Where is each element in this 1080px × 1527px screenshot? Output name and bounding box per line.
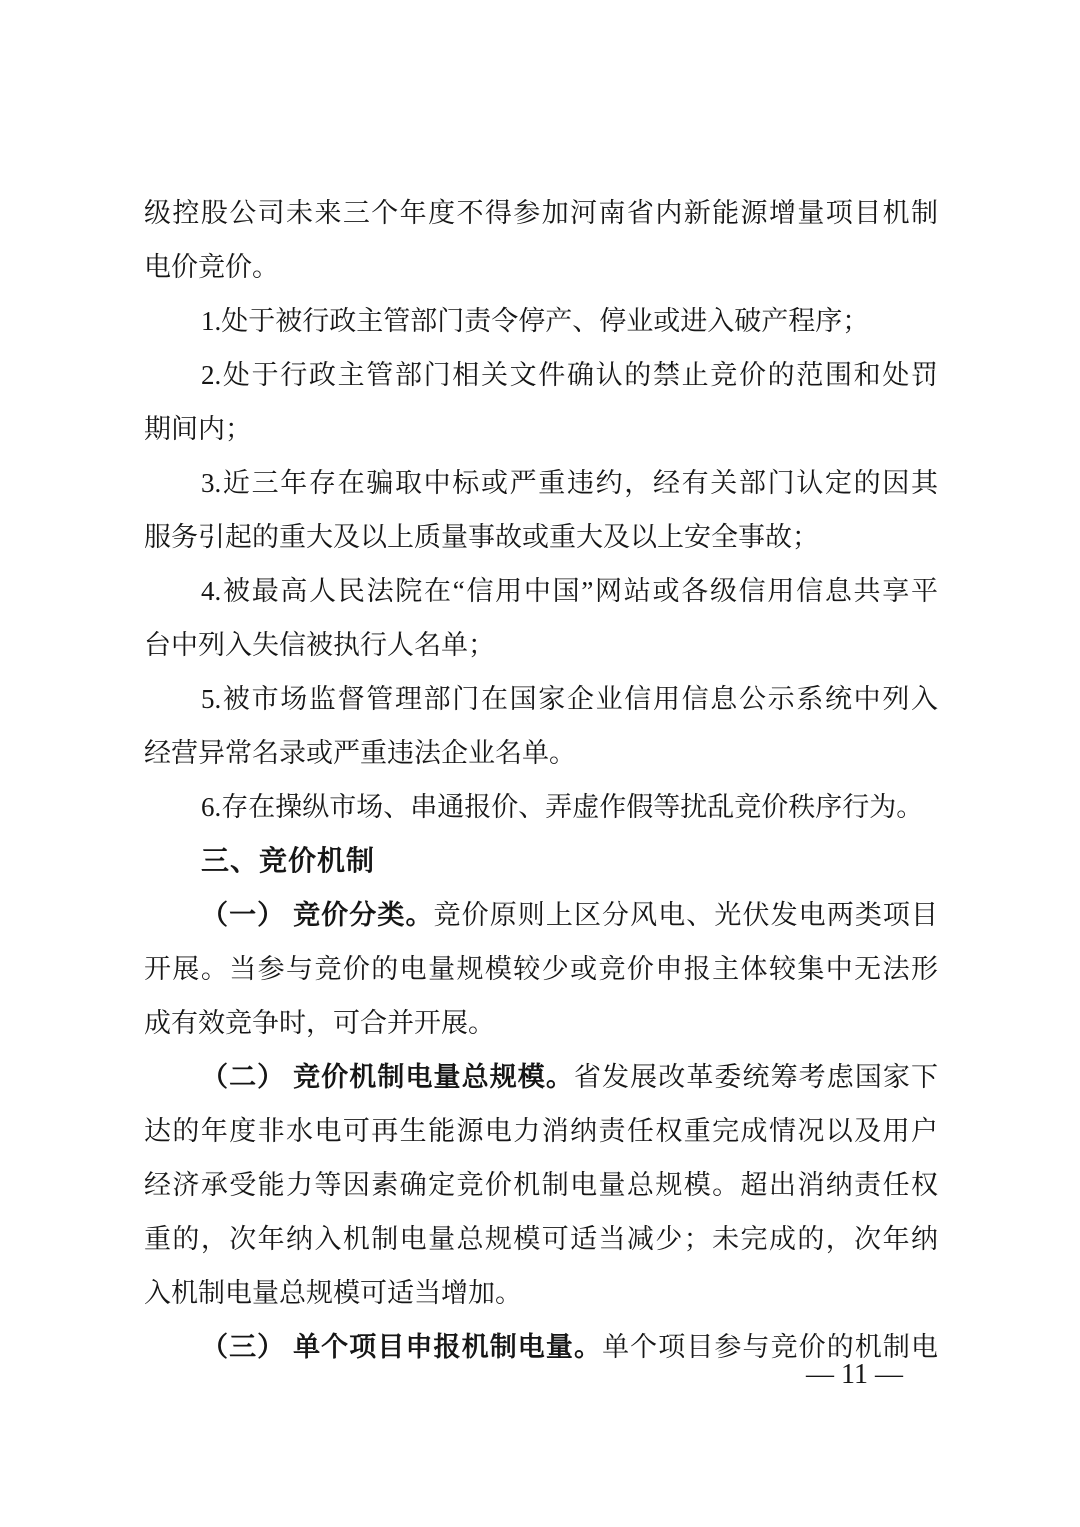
text-run: 期间内； bbox=[144, 414, 252, 444]
text-line bbox=[144, 1158, 938, 1212]
text-line bbox=[144, 348, 938, 402]
text-run: 台中列入失信被执行人名单； bbox=[144, 630, 495, 660]
bold-text-run: （一） 竞价分类。 bbox=[201, 900, 434, 930]
text-line bbox=[144, 1212, 938, 1266]
text-run: 开展。当参与竞价的电量规模较少或竞价申报主体较集中无法形 bbox=[144, 954, 938, 984]
text-line bbox=[144, 1104, 938, 1158]
text-line bbox=[144, 402, 938, 456]
text-line bbox=[144, 564, 938, 618]
document-body bbox=[144, 186, 938, 1374]
text-run: 级控股公司未来三个年度不得参加河南省内新能源增量项目机制 bbox=[144, 198, 938, 228]
text-line bbox=[144, 888, 938, 942]
text-line bbox=[144, 1266, 938, 1320]
text-run: 成有效竞争时，可合并开展。 bbox=[144, 1008, 495, 1038]
text-run: 6.存在操纵市场、串通报价、弄虚作假等扰乱竞价秩序行为。 bbox=[201, 792, 924, 822]
text-run: 服务引起的重大及以上质量事故或重大及以上安全事故； bbox=[144, 522, 819, 552]
page-number: — 11 — bbox=[806, 1359, 903, 1390]
text-run: 经济承受能力等因素确定竞价机制电量总规模。超出消纳责任权 bbox=[144, 1170, 938, 1200]
text-line bbox=[144, 726, 938, 780]
text-line bbox=[144, 780, 938, 834]
text-line bbox=[144, 240, 938, 294]
text-run: 电价竞价。 bbox=[144, 252, 279, 282]
text-run: 5.被市场监督管理部门在国家企业信用信息公示系统中列入 bbox=[201, 684, 938, 714]
text-line bbox=[144, 456, 938, 510]
text-line bbox=[144, 672, 938, 726]
text-line bbox=[144, 942, 938, 996]
text-run: 2.处于行政主管部门相关文件确认的禁止竞价的范围和处罚 bbox=[201, 360, 938, 390]
text-run: 1.处于被行政主管部门责令停产、停业或进入破产程序； bbox=[201, 306, 870, 336]
text-run: 3.近三年存在骗取中标或严重违约，经有关部门认定的因其 bbox=[201, 468, 938, 498]
text-line bbox=[144, 186, 938, 240]
text-line bbox=[144, 618, 938, 672]
bold-text-run: 三、竞价机制 bbox=[201, 845, 376, 876]
text-run: 经营异常名录或严重违法企业名单。 bbox=[144, 738, 576, 768]
text-run: 省发展改革委统筹考虑国家下 bbox=[573, 1062, 938, 1092]
text-line bbox=[144, 1050, 938, 1104]
text-line bbox=[144, 294, 938, 348]
text-run: 单个项目参与竞价的机制电 bbox=[602, 1332, 938, 1362]
text-run: 入机制电量总规模可适当增加。 bbox=[144, 1278, 522, 1308]
text-run: 达的年度非水电可再生能源电力消纳责任权重完成情况以及用户 bbox=[144, 1116, 938, 1146]
text-line bbox=[144, 996, 938, 1050]
text-run: 重的，次年纳入机制电量总规模可适当减少；未完成的，次年纳 bbox=[144, 1224, 938, 1254]
bold-text-run: （二） 竞价机制电量总规模。 bbox=[201, 1062, 574, 1092]
text-run: 竞价原则上区分风电、光伏发电两类项目 bbox=[433, 900, 938, 930]
section-heading bbox=[144, 834, 938, 888]
bold-text-run: （三） 单个项目申报机制电量。 bbox=[201, 1332, 603, 1362]
text-line bbox=[144, 510, 938, 564]
text-run: 4.被最高人民法院在“信用中国”网站或各级信用信息共享平 bbox=[201, 576, 938, 606]
